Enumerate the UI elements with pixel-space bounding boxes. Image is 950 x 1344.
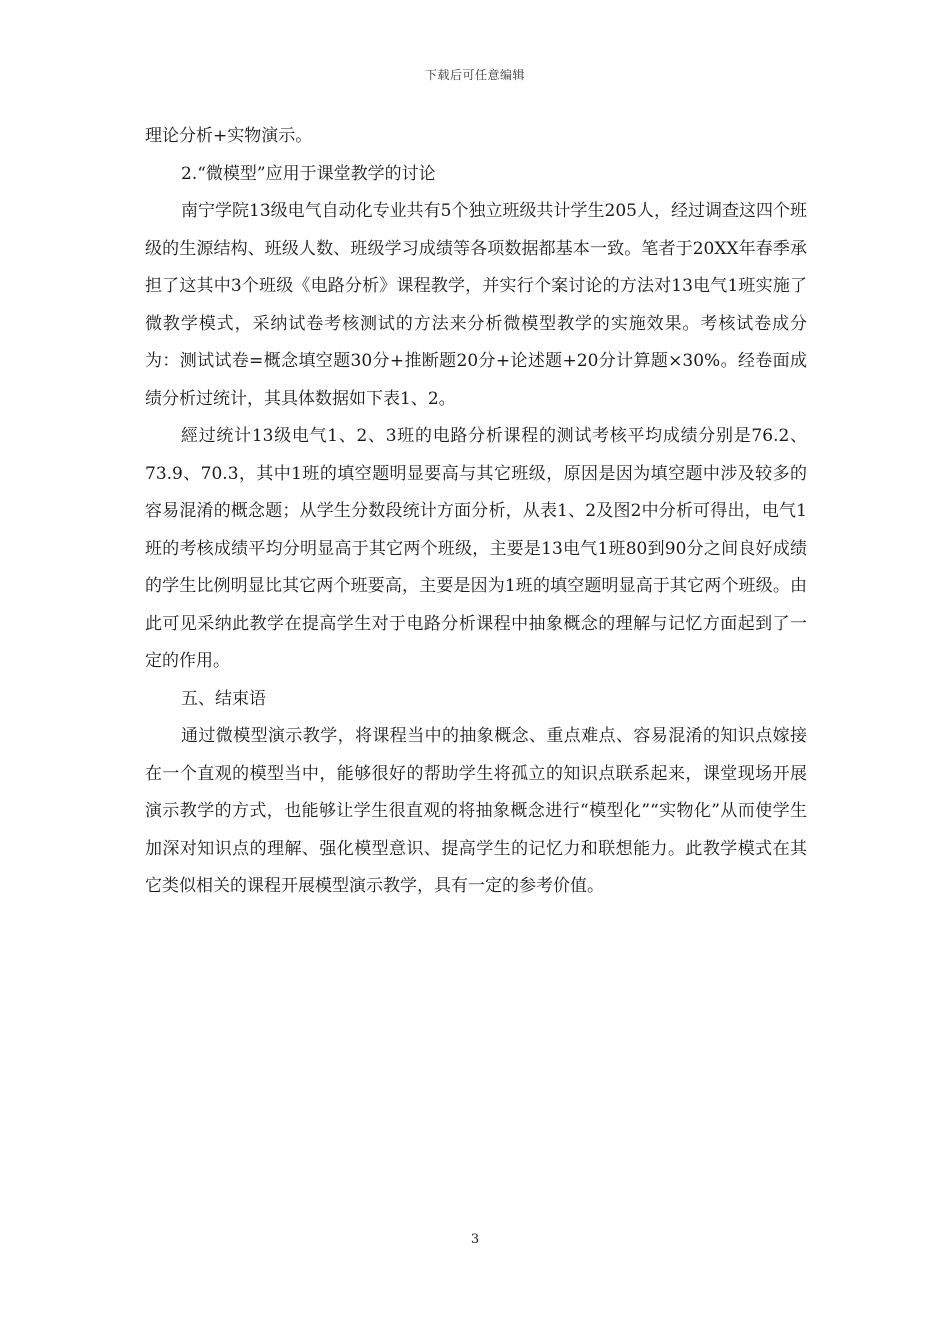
section-heading-conclusion: 五、结束语 — [181, 688, 266, 709]
paragraph-statistics: 經过统计13级电气1、2、3班的电路分析课程的测试考核平均成绩分别是76.2、73.9、70.3，其中1班的填空题明显要高与其它班级，原因是因为填空题中涉及较多的容易混淆的概念题；从学生分数段统计方面分析，从表1、2及图2中分析可得出，电气1班的考核成绩平均分明显高于其它两个班级，主要是13电气1班80到90分之间良好成绩的学生比例明显比其它两个班要高，主要是因为1班的填空题明显高于其它两个班级。由此可见采纳此教学在提高学生对于电路分析课程中抽象概念的理解与记忆方面起到了一定的作用。 — [145, 426, 807, 671]
section-heading-2: 2.“微模型”应用于课堂教学的讨论 — [181, 163, 436, 184]
paragraph-conclusion: 通过微模型演示教学，将课程当中的抽象概念、重点难点、容易混淆的知识点嫁接在一个直观的模型当中，能够很好的帮助学生将孤立的知识点联系起来，课堂现场开展演示教学的方式，也能够让学生很直观的将抽象概念进行“模型化”“实物化”从而使学生加深对知识点的理解、强化模型意识、提高学生的记忆力和联想能力。此教学模式在其它类似相关的课程开展模型演示教学，具有一定的参考价值。 — [145, 726, 807, 896]
paragraph-survey: 南宁学院13级电气自动化专业共有5个独立班级共计学生205人，经过调查这四个班级的生源结构、班级人数、班级学习成绩等各项数据都基本一致。笔者于20XX年春季承担了这其中3个班级《电路分析》课程教学，并实行个案讨论的方法对13电气1班实施了微教学模式，采纳试卷考核测试的方法来分析微模型教学的实施效果。考核试卷成分为：测试试卷=概念填空题30分+推断题20分+论述题+20分计算题×30%。经卷面成绩分析过统计，其具体数据如下表1、2。 — [145, 201, 807, 409]
page-number: 3 — [470, 1232, 480, 1247]
body-text — [145, 118, 807, 906]
paragraph-continuation: 理论分析+实物演示。 — [145, 126, 313, 146]
page-header: 下载后可任意编辑 — [424, 68, 525, 82]
